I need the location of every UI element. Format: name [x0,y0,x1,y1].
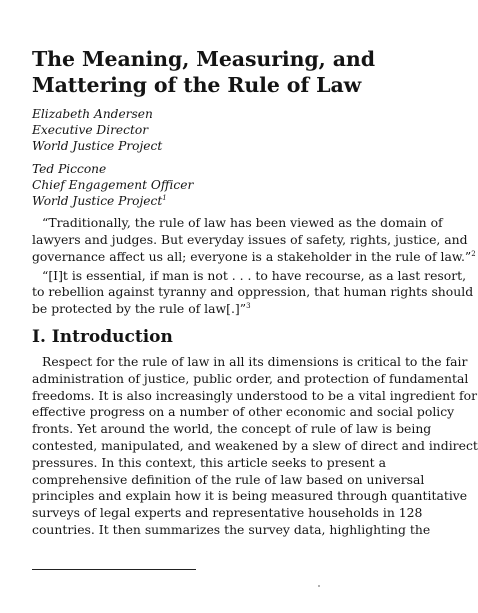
footnote-separator [32,569,196,570]
section-body [32,354,478,539]
footnote-marker-1: 1 [162,193,167,202]
section-heading: I. Introduction [32,327,173,347]
author-role: Executive Director [32,123,149,138]
epigraph-1: “Traditionally, the rule of law has been viewed as the domain of lawyers and judges. But everyday issues of safety, rights, justice, and governance affect us all; everyone is a stakeholder in the rule of law.”$^2$ [32,215,476,264]
author-block-1 [32,106,445,155]
author-role: Chief Engagement Officer [32,177,194,192]
title-line-1: The Meaning, Measuring, and [32,47,375,71]
author-org: World Justice Project [32,139,163,154]
epigraph-2: “[I]t is essential, if man is not . . . to have recourse, as a last resort, to rebellion against tyranny and oppression, that human rights should be protected by the rule of law[.]”$^3$ [32,267,474,317]
title-line-2: Mattering of the Rule of Law [32,73,362,97]
page-speck [318,585,320,587]
footnote-marker-2: 2 [471,249,476,258]
author-name: Elizabeth Andersen [32,107,153,121]
author-org: World Justice Project$^1$ [32,193,167,209]
paragraph: Respect for the rule of law in all its dimensions is critical to the fair administration of justice, public order, and protection of fundamental freedoms. It is also increasingly understood to be a vital ingredient for effective progress on a number of other economic and social policy fronts. Yet around the world, the concept of rule of law is being contested, manipulated, and weakened by a slew of direct and indirect pressures. In this context, this article seeks to present a comprehensive definition of the rule of law based on universal principles and explain how it is being measured through quantitative surveys of legal experts and representative households in 128 countries. It then summarizes the survey data, highlighting the [32,354,478,537]
paper-page [32,46,478,539]
author-block-2 [32,161,445,210]
author-name: Ted Piccone [32,161,107,176]
paper-title [32,46,445,98]
footnote-marker-3: 3 [246,302,251,311]
epigraphs [32,215,476,318]
